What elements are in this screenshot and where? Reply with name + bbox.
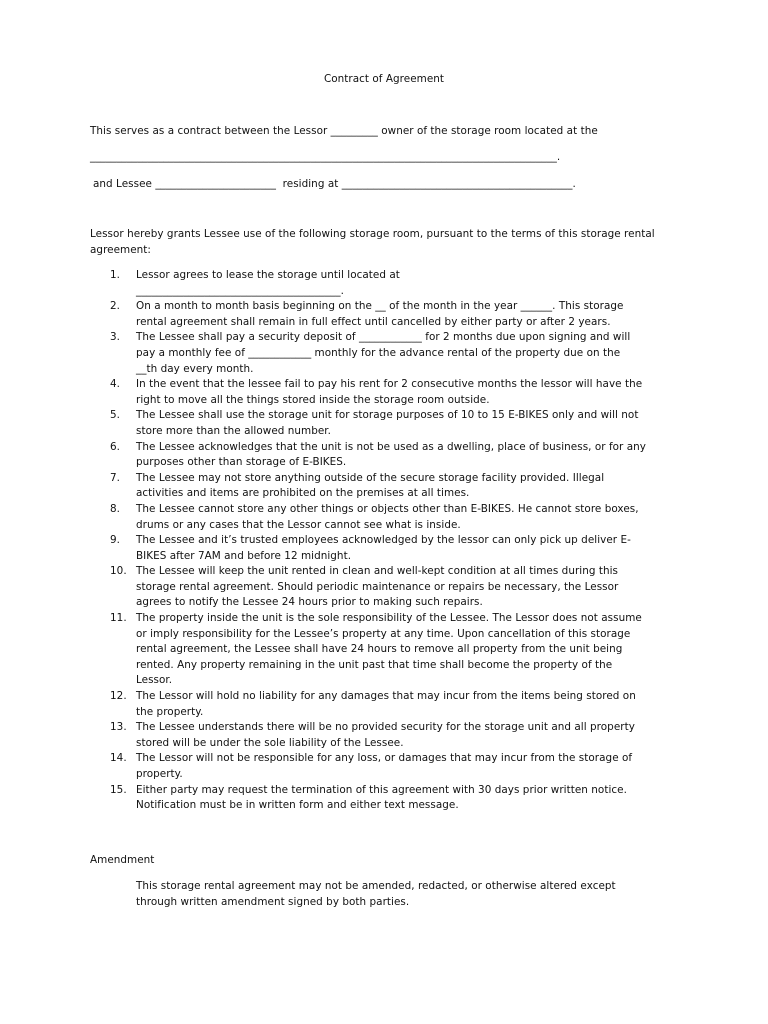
term-number: 3. (110, 331, 121, 344)
term-number: 13. (110, 721, 127, 734)
term-item (90, 751, 680, 782)
term-item (90, 440, 680, 471)
term-text: The property inside the unit is the sole responsibility of the Lessee. The Lessor does not assume or imply responsibility for the Lessee’s property at any time. Upon cancellation of this storage rental agreement, the Lessee shall have 24 hours to remove all property from the unit being rented. Any property remaining in the unit past that time shall become the property of the Lessor. (136, 612, 642, 687)
term-item (90, 611, 680, 689)
document-title: Contract of Agreement (323, 73, 445, 85)
term-item (90, 268, 680, 299)
grant-paragraph: Lessor hereby grants Lessee use of the following storage room, pursuant to the terms of this storage rental agreement: (90, 228, 655, 256)
term-number: 11. (110, 612, 127, 625)
term-item (90, 720, 680, 751)
term-text: The Lessee and it’s trusted employees acknowledged by the lessor can only pick up deliver E- BIKES after 7AM and before 12 midnight. (136, 534, 631, 562)
amendment-heading: Amendment (90, 854, 155, 866)
term-text: The Lessee will keep the unit rented in clean and well-kept condition at all times during this storage rental agreement. Should periodic maintenance or repairs be necessary, the Lessor agrees to notify the Lessee 24 hours prior to making such repairs. (136, 565, 619, 609)
term-number: 1. (110, 269, 121, 281)
term-item (90, 408, 680, 439)
term-number: 15. (110, 783, 127, 796)
term-number: 7. (110, 471, 121, 484)
terms-list (90, 268, 680, 814)
term-number: 2. (110, 300, 121, 313)
term-number: 4. (110, 378, 121, 391)
term-text: Lessor agrees to lease the storage until located at _______________________________________. (136, 269, 400, 297)
term-number: 8. (110, 502, 121, 515)
intro-line-1: This serves as a contract between the Lessor _________ owner of the storage room located at the (90, 125, 598, 137)
term-number: 10. (110, 565, 127, 578)
term-text: The Lessee shall use the storage unit for storage purposes of 10 to 15 E-BIKES only and will not store more than the allowed number. (136, 409, 639, 437)
term-text: The Lessee acknowledges that the unit is not be used as a dwelling, place of business, or for any purposes other than storage of E-BIKES. (136, 440, 646, 469)
term-item (90, 533, 680, 564)
term-text: In the event that the lessee fail to pay his rent for 2 consecutive months the lessor will have the right to move all the things stored inside the storage room outside. (136, 378, 643, 406)
term-item (90, 689, 680, 720)
term-number: 12. (110, 690, 127, 703)
term-text: Either party may request the termination of this agreement with 30 days prior written notice. Notification must be in written form and either text message. (136, 783, 627, 812)
term-number: 9. (110, 534, 121, 547)
term-text: The Lessee may not store anything outside of the secure storage facility provided. Illegal activities and items are prohibited on the premises at all times. (136, 471, 605, 500)
term-text: The Lessor will hold no liability for any damages that may incur from the items being stored on the property. (136, 690, 636, 718)
term-text: The Lessee shall pay a security deposit of ____________ for 2 months due upon signing and will pay a monthly fee of ____________ monthly for the advance rental of the property due on the __th day every month. (136, 331, 631, 375)
term-text: The Lessee understands there will be no provided security for the storage unit and all property stored will be under the sole liability of the Lessee. (136, 721, 635, 749)
term-item (90, 330, 680, 377)
term-item (90, 299, 680, 330)
term-number: 14. (110, 752, 127, 765)
term-item (90, 783, 680, 814)
term-item (90, 471, 680, 502)
term-number: 5. (110, 409, 121, 422)
amendment-paragraph: This storage rental agreement may not be amended, redacted, or otherwise altered except through written amendment signed by both parties. (136, 880, 616, 908)
term-item (90, 502, 680, 533)
intro-line-2: _________________________________________________________________________________________. (90, 151, 561, 163)
term-item (90, 564, 680, 611)
term-text: On a month to month basis beginning on the __ of the month in the year ______. This storage rental agreement shall remain in full effect until cancelled by either party or after 2 years. (136, 300, 624, 328)
term-item (90, 377, 680, 408)
term-text: The Lessee cannot store any other things or objects other than E-BIKES. He cannot store boxes, drums or any cases that the Lessor cannot see what is inside. (136, 502, 639, 531)
term-text: The Lessor will not be responsible for any loss, or damages that may incur from the storage of property. (136, 752, 633, 780)
intro-line-3: and Lessee _______________________ residing at ____________________________________________. (93, 178, 576, 190)
term-number: 6. (110, 440, 121, 453)
